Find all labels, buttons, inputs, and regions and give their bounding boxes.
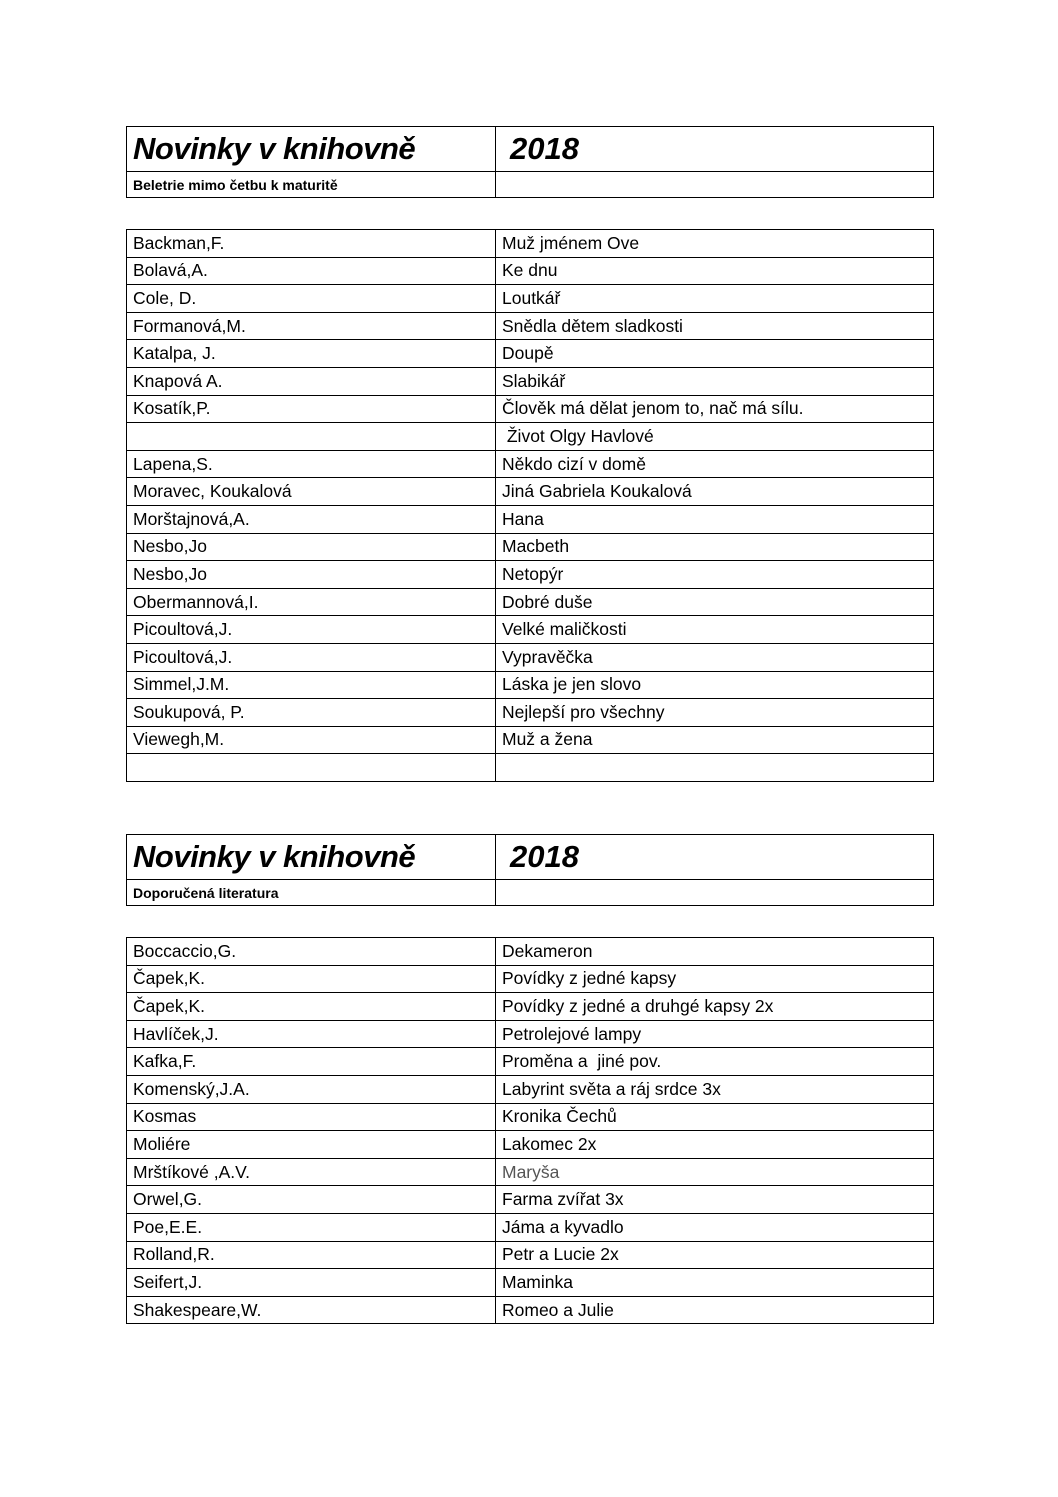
author-cell: Poe,E.E. [127,1213,496,1241]
table-row [127,993,934,1021]
author-cell: Komenský,J.A. [127,1075,496,1103]
table-row [127,643,934,671]
section2-year: 2018 [496,835,934,880]
table-row [127,395,934,423]
book-title-cell: Farma zvířat 3x [496,1186,934,1214]
book-title-cell: Jiná Gabriela Koukalová [496,478,934,506]
book-title-cell: Muž jménem Ove [496,230,934,258]
section1-year: 2018 [496,127,934,172]
table-row [127,1131,934,1159]
book-title-cell: Někdo cizí v domě [496,450,934,478]
table-row [127,1075,934,1103]
table-row [127,754,934,782]
section1-rows [127,230,934,782]
author-cell: Nesbo,Jo [127,561,496,589]
author-cell: Nesbo,Jo [127,533,496,561]
table-row [127,533,934,561]
author-cell: Kosmas [127,1103,496,1131]
section1-title: Novinky v knihovně [127,127,496,172]
table-row [127,312,934,340]
table-row [127,257,934,285]
table-row [127,1269,934,1297]
book-title-cell: Proměna a jiné pov. [496,1048,934,1076]
author-cell: Havlíček,J. [127,1020,496,1048]
book-title-cell: Maminka [496,1269,934,1297]
author-cell: Boccaccio,G. [127,938,496,966]
section1-subtitle-empty [496,172,934,198]
book-title-cell: Nejlepší pro všechny [496,699,934,727]
book-title-cell: Kronika Čechů [496,1103,934,1131]
author-cell: Shakespeare,W. [127,1296,496,1324]
author-cell: Katalpa, J. [127,340,496,368]
author-cell: Knapová A. [127,367,496,395]
table-row [127,450,934,478]
author-cell: Orwel,G. [127,1186,496,1214]
author-cell: Seifert,J. [127,1269,496,1297]
book-title-cell: Petrolejové lampy [496,1020,934,1048]
author-cell: Backman,F. [127,230,496,258]
book-title-cell: Lakomec 2x [496,1131,934,1159]
table-row [127,938,934,966]
author-cell: Mrštíkové ,A.V. [127,1158,496,1186]
author-cell: Čapek,K. [127,993,496,1021]
book-title-cell: Jáma a kyvadlo [496,1213,934,1241]
author-cell: Morštajnová,A. [127,505,496,533]
book-title-cell: Snědla dětem sladkosti [496,312,934,340]
table-row [127,965,934,993]
author-cell: Moravec, Koukalová [127,478,496,506]
table-row [127,1186,934,1214]
table-row [127,1241,934,1269]
table-row [127,478,934,506]
book-title-cell: Muž a žena [496,726,934,754]
author-cell: Moliére [127,1131,496,1159]
book-title-cell [496,754,934,782]
table-row [127,699,934,727]
table-row [127,561,934,589]
section2-book-table [126,937,934,1324]
book-title-cell: Vypravěčka [496,643,934,671]
table-row [127,1020,934,1048]
table-row [127,726,934,754]
table-row [127,1158,934,1186]
book-title-cell: Macbeth [496,533,934,561]
book-title-cell: Ke dnu [496,257,934,285]
table-row [127,1048,934,1076]
book-title-cell: Povídky z jedné a druhgé kapsy 2x [496,993,934,1021]
table-row [127,340,934,368]
table-row [127,616,934,644]
book-title-cell: Hana [496,505,934,533]
table-row [127,230,934,258]
book-title-cell: Život Olgy Havlové [496,423,934,451]
author-cell: Cole, D. [127,285,496,313]
book-title-cell: Velké maličkosti [496,616,934,644]
author-cell: Lapena,S. [127,450,496,478]
author-cell: Formanová,M. [127,312,496,340]
section2-subtitle: Doporučená literatura [127,880,496,906]
book-title-cell: Slabikář [496,367,934,395]
book-title-cell: Doupě [496,340,934,368]
table-row [127,1213,934,1241]
section1-book-table [126,229,934,782]
author-cell: Soukupová, P. [127,699,496,727]
author-cell: Picoultová,J. [127,643,496,671]
book-title-cell: Dekameron [496,938,934,966]
table-row [127,588,934,616]
author-cell: Bolavá,A. [127,257,496,285]
section2-title: Novinky v knihovně [127,835,496,880]
author-cell [127,754,496,782]
book-title-cell: Maryša [496,1158,934,1186]
book-title-cell: Láska je jen slovo [496,671,934,699]
author-cell: Simmel,J.M. [127,671,496,699]
author-cell: Rolland,R. [127,1241,496,1269]
book-title-cell: Člověk má dělat jenom to, nač má sílu. [496,395,934,423]
book-title-cell: Petr a Lucie 2x [496,1241,934,1269]
author-cell: Kosatík,P. [127,395,496,423]
author-cell [127,423,496,451]
table-row [127,285,934,313]
book-title-cell: Romeo a Julie [496,1296,934,1324]
table-row [127,671,934,699]
book-title-cell: Povídky z jedné kapsy [496,965,934,993]
book-title-cell: Loutkář [496,285,934,313]
table-row [127,367,934,395]
author-cell: Čapek,K. [127,965,496,993]
section1-subtitle: Beletrie mimo četbu k maturitě [127,172,496,198]
author-cell: Viewegh,M. [127,726,496,754]
table-row [127,1296,934,1324]
author-cell: Obermannová,I. [127,588,496,616]
section2-subtitle-empty [496,880,934,906]
book-title-cell: Dobré duše [496,588,934,616]
section1-header-table [126,126,934,198]
table-row [127,1103,934,1131]
section2-rows [127,938,934,1324]
section2-header-table [126,834,934,906]
author-cell: Kafka,F. [127,1048,496,1076]
table-row [127,423,934,451]
book-title-cell: Labyrint světa a ráj srdce 3x [496,1075,934,1103]
author-cell: Picoultová,J. [127,616,496,644]
book-title-cell: Netopýr [496,561,934,589]
table-row [127,505,934,533]
